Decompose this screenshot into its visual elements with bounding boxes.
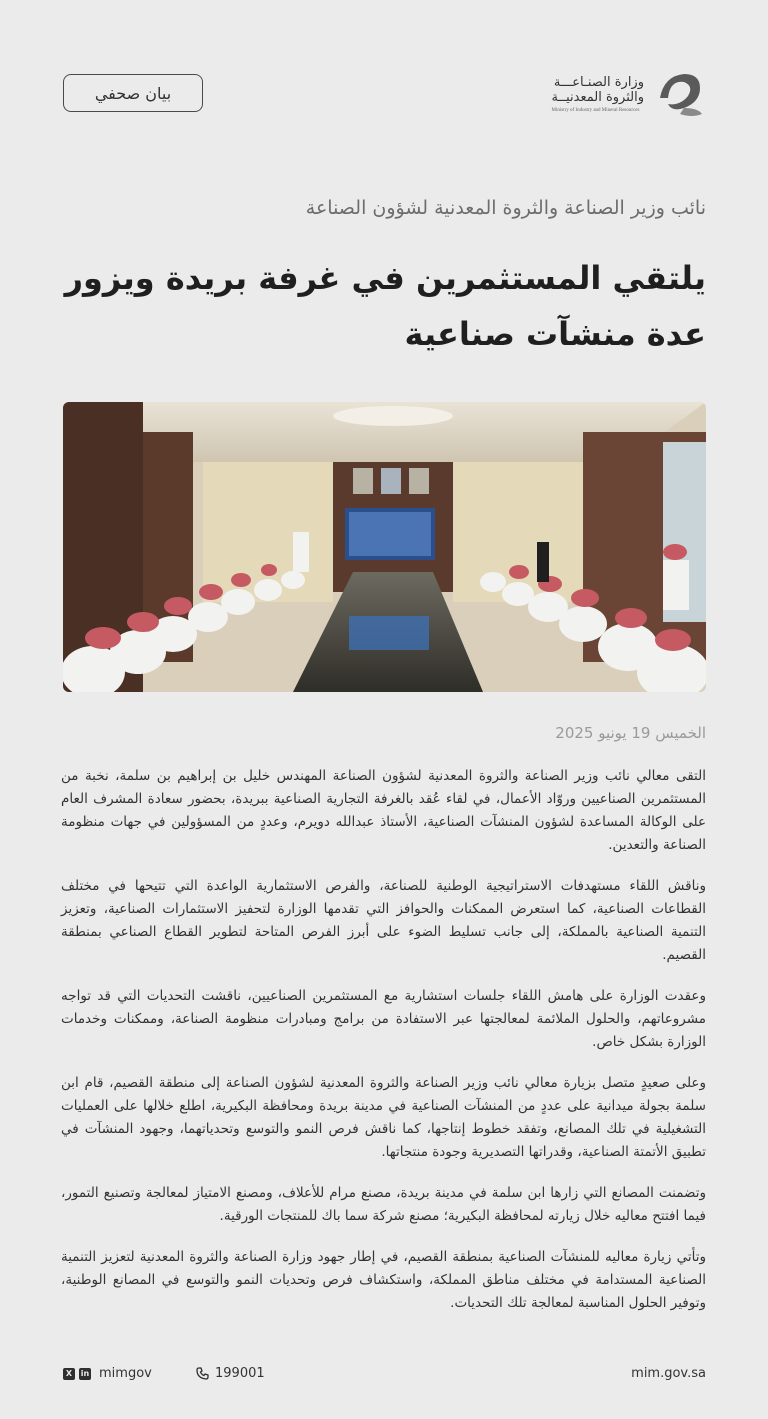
phone-icon <box>196 1367 209 1380</box>
website-link[interactable]: mim.gov.sa <box>631 1366 706 1381</box>
footer <box>63 1366 706 1386</box>
article-paragraph: وعلى صعيدٍ متصل بزيارة معالي نائب وزير الصناعة والثروة المعدنية لشؤون الصناعة إلى منطقة القصيم، قام ابن سلمة بجولة ميدانية على عددٍ من المنشآت الصناعية في مدينة بريدة ومحافظة البكيرية، اطلع خلالها على العمليات التشغيلية في تلك المصانع، وتفقد خطوط إنتاجها، كما ناقش فرص النمو والتوسع وتحدياتهما، وجهود المنشآت في تطبيق الأتمتة الصناعية، وقدراتها التصديرية وجودة منتجاتها. <box>61 1075 706 1160</box>
ministry-logo-icon <box>654 68 706 120</box>
ministry-logo <box>552 68 706 120</box>
meeting-photo <box>63 402 706 692</box>
social-links[interactable] <box>63 1366 152 1381</box>
article-paragraph: التقى معالي نائب وزير الصناعة والثروة المعدنية لشؤون الصناعة المهندس خليل بن إبراهيم بن سلمة، نخبة من المستثمرين الصناعيين وروّاد الأعمال، في لقاء عُقد بالغرفة التجارية الصناعية ببريدة، بحضور سعادة المشرف العام على الوكالة المساعدة لشؤون المنشآت الصناعية، الأستاذ عبدالله دويرم، وعددٍ من المسؤولين في جهات منظومة الصناعة والتعدين. <box>61 768 706 853</box>
article-body <box>61 765 706 1333</box>
social-handle[interactable]: mimgov <box>99 1366 152 1381</box>
press-release-badge: بيان صحفي <box>63 74 203 112</box>
logo-arabic-line1: وزارة الصنـاعـــة <box>553 75 644 90</box>
article-paragraph: وتضمنت المصانع التي زارها ابن سلمة في مدينة بريدة، مصنع مرام للأعلاف، ومصنع الامتياز لمعالجة وتصنيع التمور، فيما افتتح معاليه خلال زيارته لمحافظة البكيرية؛ مصنع شركة سما باك للمنتجات الورقية. <box>61 1185 706 1224</box>
x-icon[interactable]: X <box>63 1368 75 1380</box>
article-headline: يلتقي المستثمرين في غرفة بريدة ويزور عدة منشآت صناعية <box>64 259 706 353</box>
logo-english: Ministry of Industry and Mineral Resources <box>551 108 640 113</box>
linkedin-icon[interactable]: in <box>80 1369 90 1378</box>
logo-arabic-line2: والثروة المعدنيــة <box>551 90 644 105</box>
article-date: الخميس 19 يونيو 2025 <box>555 724 706 742</box>
article-paragraph: وعقدت الوزارة على هامش اللقاء جلسات استشارية مع المستثمرين الصناعيين، ناقشت التحديات التي قد تواجه مشروعاتهم، والحلول الملائمة لمعالجتها عبر الاستفادة من برامج ومبادرات منظومة الصناعة، وممكنات وخدمات الوزارة بشكل خاص. <box>61 988 706 1050</box>
phone-contact[interactable] <box>196 1366 265 1381</box>
article-subtitle: نائب وزير الصناعة والثروة المعدنية لشؤون الصناعة <box>305 197 706 219</box>
phone-number: 199001 <box>215 1366 265 1381</box>
article-paragraph: وتأتي زيارة معاليه للمنشآت الصناعية بمنطقة القصيم، في إطار جهود وزارة الصناعة والثروة المعدنية لتعزيز التنمية الصناعية المستدامة في مختلف مناطق المملكة، واستكشاف فرص وتحديات النمو والتوسع في المصانع الوطنية، وتوفير الحلول المناسبة لمعالجة تلك التحديات. <box>61 1249 706 1311</box>
article-paragraph: وناقش اللقاء مستهدفات الاستراتيجية الوطنية للصناعة، والفرص الاستثمارية الواعدة التي تتيحها في مختلف القطاعات الصناعية، كما استعرض الممكنات والحوافز التي تقدمها الوزارة لتحفيز الاستثمارات الصناعية، وتعزيز التنمية الصناعية بالمملكة، إلى جانب تسليط الضوء على أبرز الفرص المتاحة لتطوير القطاع الصناعي بمنطقة القصيم. <box>61 878 706 963</box>
